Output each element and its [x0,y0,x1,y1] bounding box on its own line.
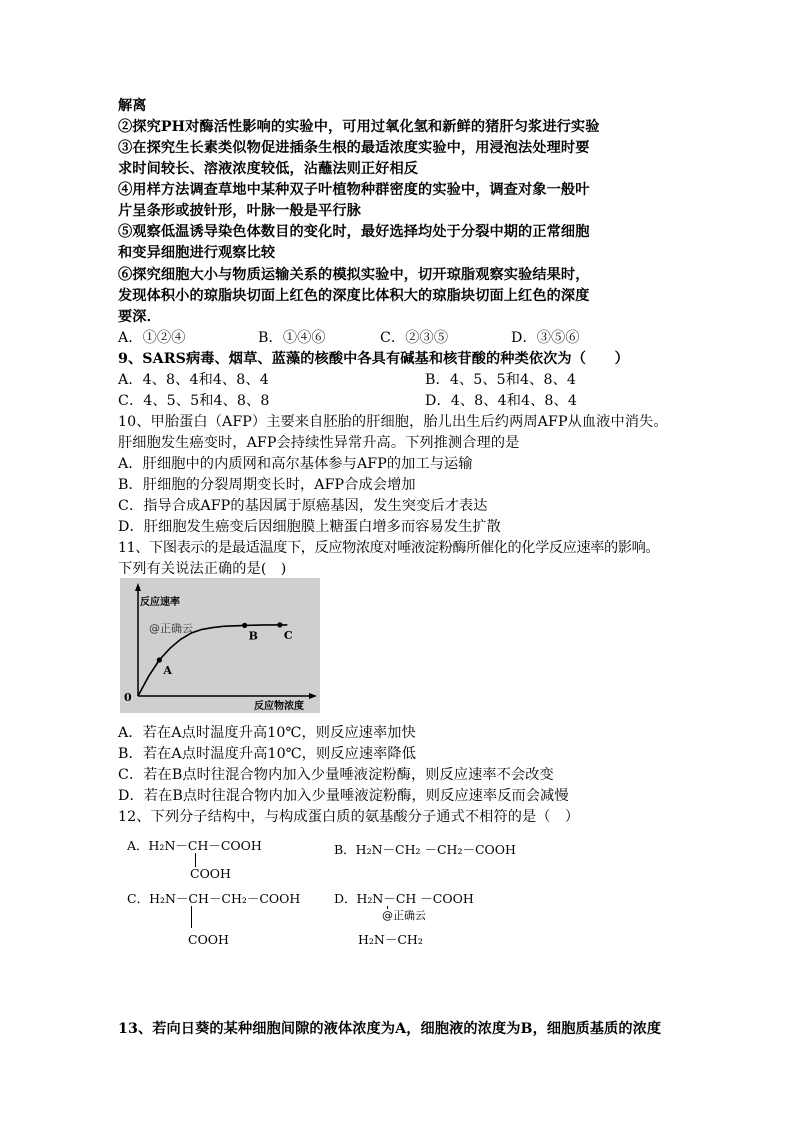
q11-option-a: A．若在A点时温度升高10℃，则反应速率加快 [118,725,416,741]
point-label-a: A [163,664,172,677]
q12-option-c-formula: C．H₂N－CH－CH₂－COOH [127,891,301,906]
reaction-rate-chart [120,578,320,713]
q12-option-c-sidechain: COOH [188,932,229,947]
q12-option-a-formula: A．H₂N－CH－COOH [127,838,262,853]
q10-option-a: A．肝细胞中的内质网和高尔基体参与AFP的加工与运输 [118,456,473,472]
q9-option-c: C．4、5、5和4、8、8 [118,393,270,409]
q9-option-d: D．4、8、4和4、8、4 [425,393,577,409]
q11-stem-2: 下列有关说法正确的是( ) [118,561,287,577]
q8-option-b: B．①④⑥ [258,330,326,346]
point-b [242,623,247,628]
q10-option-d: D．肝细胞发生癌变后因细胞膜上糖蛋白增多而容易发生扩散 [118,519,501,535]
q12-option-d-formula: D．H₂N－CH －COOH [334,891,474,906]
q8-option-d: D．③⑤⑥ [511,330,580,346]
point-a [157,657,162,662]
text-line: 发现体积小的琼脂块切面上红色的深度比体积大的琼脂块切面上红色的深度 [118,288,590,304]
text-line: 片呈条形或披针形，叶脉一般是平行脉 [118,203,361,219]
q12-option-c-bond [191,906,192,928]
text-line: ③在探究生长素类似物促进插条生根的最适浓度实验中，用浸泡法处理时要 [118,140,590,156]
q11-option-d: D．若在B点时往混合物内加入少量唾液淀粉酶，则反应速率反而会减慢 [118,788,569,804]
q12-option-d-bond [387,906,388,909]
x-axis-label: 反应物浓度 [254,701,304,712]
text-line: 和变异细胞进行观察比较 [118,245,276,261]
text-line: ⑥探究细胞大小与物质运输关系的模拟实验中，切开琼脂观察实验结果时， [118,267,590,283]
q10-option-c: C．指导合成AFP的基因属于原癌基因，发生突变后才表达 [118,498,488,514]
text-line: ②探究PH对酶活性影响的实验中，可用过氧化氢和新鲜的猪肝匀浆进行实验 [118,119,600,135]
q12-stem: 12、下列分子结构中，与构成蛋白质的氨基酸分子通式不相符的是（ ） [118,809,580,825]
q8-option-c: C．②③⑤ [380,330,449,346]
text-line: ⑤观察低温诱导染色体数目的变化时，最好选择均处于分裂中期的正常细胞 [118,224,590,240]
text-line: 解离 [118,98,147,114]
q12-option-d-sidechain: H₂N－CH₂ [358,932,423,947]
watermark: @正确云 [149,622,193,635]
q12-option-a-sidechain: COOH [190,866,231,881]
y-axis-label: 反应速率 [140,597,180,608]
q9-stem: 9、SARS病毒、烟草、蓝藻的核酸中各具有碱基和核苷酸的种类依次为（ ） [118,351,629,367]
point-label-b: B [248,629,258,643]
q11-option-c: C．若在B点时往混合物内加入少量唾液淀粉酶，则反应速率不会改变 [118,767,554,783]
origin-label: 0 [124,691,132,704]
q12-option-a-bond [195,853,196,867]
q11-option-b: B．若在A点时温度升高10℃，则反应速率降低 [118,746,416,762]
q13-stem: 13、若向日葵的某种细胞间隙的液体浓度为A，细胞液的浓度为B，细胞质基质的浓度 [118,1021,662,1037]
text-line: 求时间较长、溶液浓度较低，沾蘸法则正好相反 [118,161,419,177]
point-label-c: C [283,628,293,642]
q8-option-a: A．①②④ [118,330,186,346]
q10-stem-2: 肝细胞发生癌变时，AFP会持续性异常升高。下列推测合理的是 [118,435,520,451]
q12-option-b-formula: B．H₂N－CH₂ －CH₂－COOH [334,842,516,857]
q10-stem-1: 10、甲胎蛋白（AFP）主要来自胚胎的肝细胞，胎儿出生后约两周AFP从血液中消失。 [118,414,668,430]
q10-option-b: B．肝细胞的分裂周期变长时，AFP合成会增加 [118,477,416,493]
q12-watermark: @正确云 [382,909,426,922]
q9-option-a: A．4、8、4和4、8、4 [118,372,269,388]
text-line: 要深． [118,309,161,325]
text-line: ④用样方法调查草地中某种双子叶植物种群密度的实验中，调查对象一般叶 [118,182,590,198]
q11-stem-1: 11、下图表示的是最适温度下，反应物浓度对唾液淀粉酶所催化的化学反应速率的影响。 [118,540,660,556]
point-c [277,622,282,627]
q9-option-b: B．4、5、5和4、8、4 [425,372,577,388]
